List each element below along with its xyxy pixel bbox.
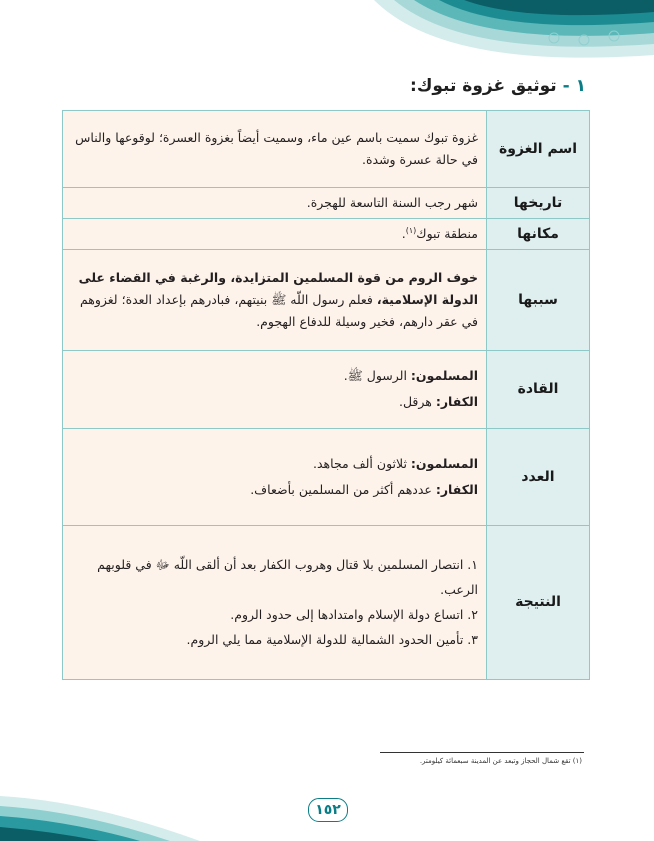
- row-content: [63, 188, 487, 219]
- row-content: [63, 249, 487, 350]
- list-item: ٣. تأمين الحدود الشمالية للدولة الإسلامية مما يلي الروم.: [186, 632, 478, 648]
- row-content: [63, 350, 487, 428]
- row-label: القادة: [487, 350, 590, 428]
- muslims-label: المسلمون:: [410, 368, 478, 383]
- content-text: [71, 451, 478, 477]
- section-title: [410, 76, 586, 96]
- content-text: غزوة تبوك سميت باسم عين ماء، وسميت أيضاً بغزوة العسرة؛ لوقوعها والناس في حالة عسرة وشدة.: [75, 130, 478, 167]
- muslims-count: ثلاثون ألف مجاهد.: [313, 455, 411, 471]
- content-text: شهر رجب السنة التاسعة للهجرة.: [306, 195, 478, 210]
- row-label: تاريخها: [487, 188, 590, 219]
- row-content: [63, 428, 487, 525]
- row-label: مكانها: [487, 218, 590, 249]
- list-item: ١. انتصار المسلمين بلا قتال وهروب الكفار بعد أن ألقى اللّه ﷻ في قلوبهم الرعب.: [97, 557, 478, 598]
- bottom-decorative-ornament: [0, 761, 200, 841]
- muslims-label: المسلمون:: [410, 455, 478, 471]
- footnote-divider: [380, 752, 584, 753]
- kuffar-count: عددهم أكثر من المسلمين بأضعاف.: [250, 481, 436, 497]
- footnote: (١) تقع شمال الحجاز وتبعد عن المدينة سبعمائة كيلومتر.: [419, 757, 582, 765]
- content-text: [71, 267, 478, 333]
- row-label: النتيجة: [487, 525, 590, 679]
- page-number: ١٥٢: [308, 798, 348, 822]
- content-text: [71, 389, 478, 415]
- location-text: منطقة تبوك: [416, 225, 478, 241]
- row-content: [63, 218, 487, 249]
- list-item: ٢. اتساع دولة الإسلام وامتدادها إلى حدود الروم.: [230, 607, 478, 623]
- period: .: [401, 225, 406, 241]
- content-text: [71, 363, 478, 389]
- table-row: [63, 111, 590, 188]
- kuffar-leader: هرقل.: [398, 394, 436, 410]
- results-list: [71, 552, 478, 652]
- table-row: [63, 350, 590, 428]
- table-row: [63, 428, 590, 525]
- row-label: سببها: [487, 249, 590, 350]
- tabuk-info-table: [62, 110, 590, 680]
- row-content: [63, 525, 487, 679]
- bold-cause: خوف الروم من قوة المسلمين المتزايدة، والرغبة في القضاء على الدولة الإسلامية،: [78, 269, 478, 307]
- row-label: العدد: [487, 428, 590, 525]
- table-row: [63, 249, 590, 350]
- table-row: [63, 218, 590, 249]
- section-title-text: توثيق غزوة تبوك:: [410, 76, 557, 96]
- table-row: [63, 188, 590, 219]
- content-text: [71, 223, 478, 245]
- content-text: [71, 477, 478, 503]
- kuffar-label: الكفار:: [435, 481, 478, 497]
- muslims-leader: الرسول ﷺ.: [343, 368, 411, 383]
- footnote-ref: (١): [405, 225, 417, 235]
- table-row: [63, 525, 590, 679]
- row-content: [63, 111, 487, 188]
- top-decorative-ornament: [354, 0, 654, 80]
- row-label: اسم الغزوة: [487, 111, 590, 188]
- section-number: ١ -: [562, 76, 586, 96]
- kuffar-label: الكفار:: [435, 394, 478, 410]
- cause-text: فعلم رسول اللّه ﷺ بنيتهم، فبادرهم بإعداد العدة؛ لغزوهم في عقر دارهم، فخير وسيلة للدفاع الهجوم.: [79, 291, 478, 329]
